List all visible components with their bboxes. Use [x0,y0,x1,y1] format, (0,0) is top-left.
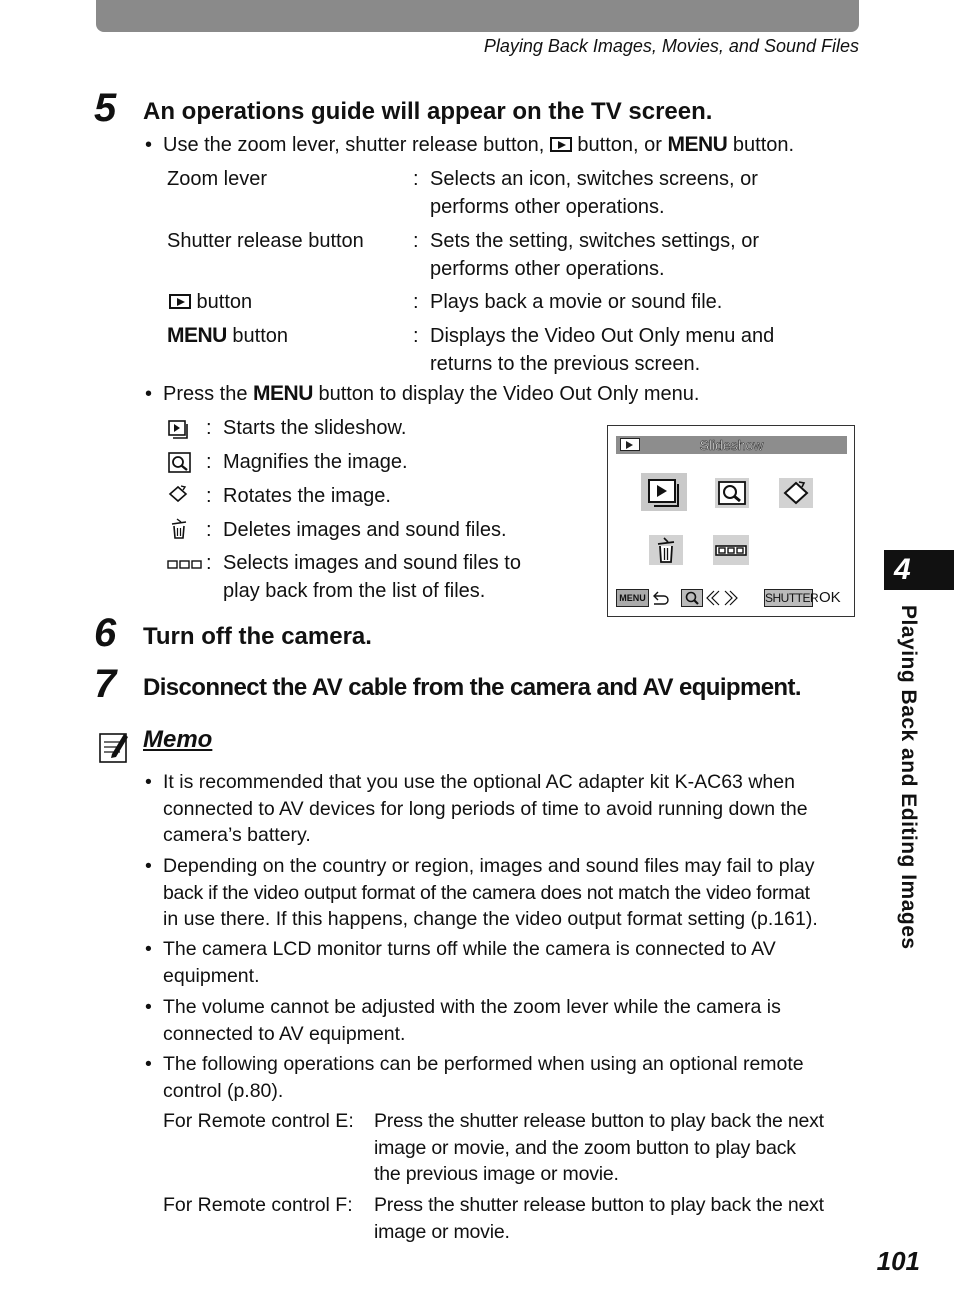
control-desc-shutter-2: performs other operations. [430,258,665,280]
control-desc-playback: Plays back a movie or sound file. [430,291,723,313]
slideshow-icon [168,419,190,444]
step-5-bullet-2: • Press the MENU button to display the Video Out Only menu. [163,380,699,408]
colon: : [413,168,419,190]
control-desc-shutter-1: Sets the setting, switches settings, or [430,230,760,252]
icon-desc-slideshow: Starts the slideshow. [223,417,407,439]
control-label-playback: button [169,288,252,316]
step-7-number: 7 [94,662,117,706]
colon: : [413,230,419,252]
control-label-zoom: Zoom lever [167,168,268,190]
step-6-title: Turn off the camera. [143,623,372,650]
ok-label: OK [819,589,841,606]
colon: : [206,519,212,541]
colon: : [206,451,212,473]
chapter-tab: 4 [884,550,954,590]
zoom-key-icon [681,589,703,607]
rotate-icon [167,484,189,509]
colon: : [413,291,419,313]
memo-item-5: • The following operations can be performed when using an optional remote control (p.80). [163,1051,804,1104]
menu-key-label: MENU [616,589,649,607]
control-desc-zoom-1: Selects an icon, switches screens, or [430,168,758,190]
step-7-title: Disconnect the AV cable from the camera and AV equipment. [143,674,801,701]
icon-desc-magnify: Magnifies the image. [223,451,408,473]
playback-button-icon [550,137,572,152]
left-right-arrows-icon [705,589,739,607]
running-header: Playing Back Images, Movies, and Sound Files [483,36,859,56]
control-label-shutter: Shutter release button [167,230,364,252]
control-desc-zoom-2: performs other operations. [430,196,665,218]
control-desc-menu-1: Displays the Video Out Only menu and [430,325,775,347]
magnify-icon [168,452,192,479]
memo-icon [98,730,130,769]
control-desc-menu-2: returns to the previous screen. [430,353,701,375]
screen-title: Slideshow [699,437,764,453]
step-5-title: An operations guide will appear on the TV screen. [143,98,713,125]
chapter-title: Playing Back and Editing Images [897,605,920,950]
playback-button-icon [169,294,191,309]
slideshow-option-selected[interactable] [641,473,687,511]
return-icon [650,588,672,608]
memo-title: Memo [143,726,213,753]
icon-desc-trash: Deletes images and sound files. [223,519,507,541]
rotate-option[interactable] [779,478,813,508]
trash-icon [169,518,189,545]
header-bar [96,0,859,32]
icon-desc-filmstrip-2: play back from the list of files. [223,580,486,602]
magnify-option[interactable] [715,478,749,508]
colon: : [206,485,212,507]
remote-f-label: For Remote control F: [163,1194,353,1216]
step-5-bullet-1: • Use the zoom lever, shutter release button, button, or MENU button. [163,131,794,159]
control-label-menu: MENU button [167,324,289,347]
step-5-number: 5 [94,86,117,130]
colon: : [206,417,212,439]
icon-desc-filmstrip-1: Selects images and sound files to [223,552,521,574]
memo-item-1: • It is recommended that you use the optional AC adapter kit K-AC63 when connected to AV devices for long periods of time to avoid running down the camera’s battery. [163,769,808,849]
memo-item-3: • The camera LCD monitor turns off while the camera is connected to AV equipment. [163,936,776,989]
remote-e-desc: Press the shutter release button to play back the next image or movie, and the zoom button to play back the previous image or movie. [374,1110,824,1185]
remote-f-desc: Press the shutter release button to play back the next image or movie. [374,1194,824,1243]
step-6-number: 6 [94,611,117,655]
menu-word: MENU [667,133,728,156]
delete-option[interactable] [649,535,683,565]
file-list-option[interactable] [713,535,749,565]
memo-item-4: • The volume cannot be adjusted with the zoom lever while the camera is connected to AV equipment. [163,994,781,1047]
remote-e-label: For Remote control E: [163,1110,354,1132]
memo-item-2: • Depending on the country or region, images and sound files may fail to play back if the video output format of the camera does not match the video format in use there. If this happens, change the video output format setting (p.161). [163,853,818,933]
screen-title-bar [616,436,847,454]
filmstrip-icon [167,558,203,576]
page-number: 101 [876,1246,920,1276]
colon: : [206,552,212,574]
colon: : [413,325,419,347]
icon-desc-rotate: Rotates the image. [223,485,391,507]
shutter-key-label: SHUTTER [765,591,819,605]
video-out-menu-screen [607,425,855,617]
